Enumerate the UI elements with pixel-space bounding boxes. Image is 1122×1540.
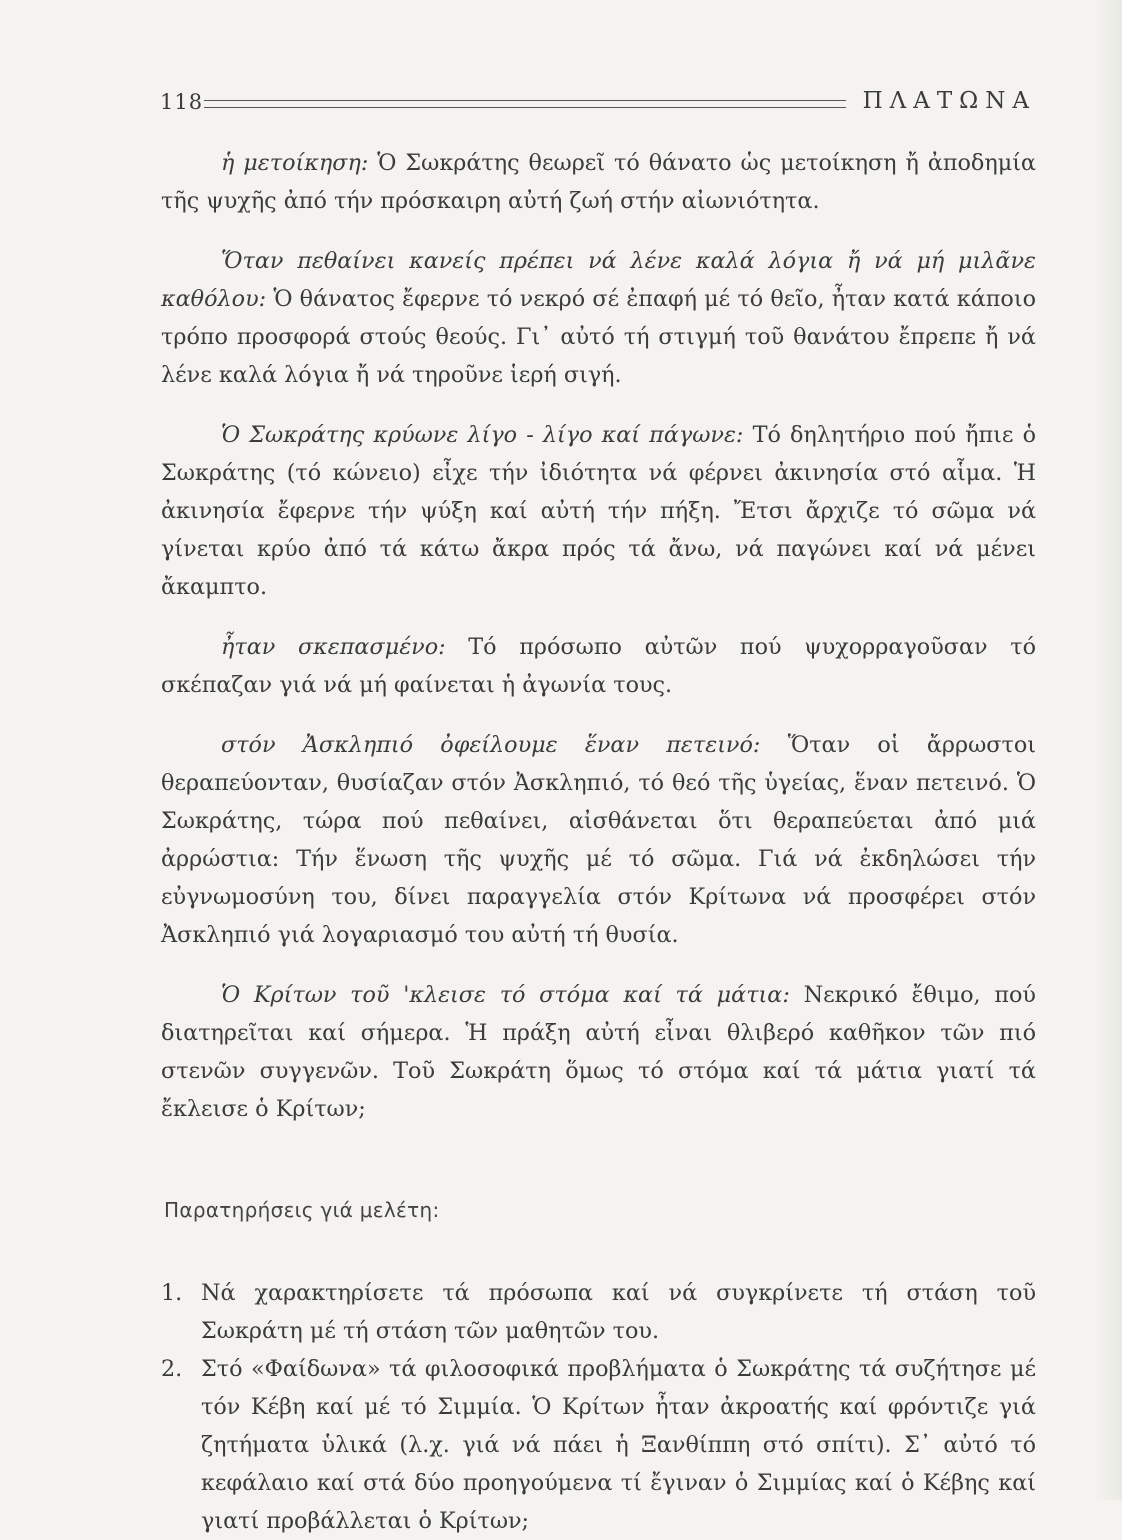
note-text: Ὅταν οἱ ἄρρωστοι θεραπεύονταν, θυσίαζαν στόν Ἀσκληπιό, τό θεό τῆς ὑγείας, ἕναν πετεινό. Ὁ Σωκράτης, τώρα πού πεθαίνει, αἰσθάνεται ὅτι θεραπεύεται ἀπό μιά ἀρρώστια: Τήν ἕνωση τῆς ψυχῆς μέ τό σῶμα. Γιά νά ἐκδηλώσει τήν εὐγνωμοσύνη του, δίνει παραγγελία στόν Κρίτωνα νά προσφέρει στόν Ἀσκληπιό γιά λογαριασμό του αὐτή τή θυσία. xyxy=(161,732,1037,948)
note-text: Ὁ Σωκράτης θεωρεῖ τό θάνατο ὡς μετοίκηση ἤ ἀποδημία τῆς ψυχῆς ἀπό τήν πρόσκαιρη αὐτή ζωή στήν αἰωνιότητα. xyxy=(161,150,1036,214)
note-lemma: Ὁ Σωκράτης κρύωνε λίγο - λίγο καί πάγωνε: xyxy=(221,422,744,448)
study-question xyxy=(161,1350,1036,1540)
note-lemma: στόν Ἀσκληπιό ὀφείλουμε ἕναν πετεινό: xyxy=(221,732,761,758)
note-paragraph xyxy=(161,242,1036,394)
note-paragraph xyxy=(161,976,1036,1128)
section-spacer xyxy=(161,1150,1036,1198)
note-text: Τό δηλητήριο πού ἤπιε ὁ Σωκράτης (τό κώνειο) εἶχε τήν ἰδιότητα νά φέρνει ἀκινησία στό αἷμα. Ἡ ἀκινησία ἔφερνε τήν ψύξη καί αὐτή τήν πήξη. Ἔτσι ἄρχιζε τό σῶμα νά γίνεται κρύο ἀπό τά κάτω ἄκρα πρός τά ἄνω, νά παγώνει καί νά μένει ἄκαμπτο. xyxy=(161,422,1036,600)
running-header xyxy=(160,88,1036,122)
note-text: Τό πρόσωπο αὐτῶν πού ψυχορραγοῦσαν τό σκέπαζαν γιά νά μή φαίνεται ἡ ἀγωνία τους. xyxy=(161,634,1037,698)
page-number: 118 xyxy=(160,90,204,114)
commentary-body xyxy=(161,144,1036,1540)
header-double-rule xyxy=(204,100,846,108)
note-paragraph xyxy=(161,416,1036,606)
running-title: ΠΛΑΤΩΝΑ xyxy=(862,88,1036,114)
question-text: Νά χαρακτηρίσετε τά πρόσωπα καί νά συγκρίνετε τή στάση τοῦ Σωκράτη μέ τή στάση τῶν μαθητῶν του. xyxy=(201,1280,1036,1344)
note-lemma: ἦταν σκεπασμένο: xyxy=(221,634,446,660)
study-heading: Παρατηρήσεις γιά μελέτη: xyxy=(164,1198,440,1222)
note-text: Νεκρικό ἔθιμο, πού διατηρεῖται καί σήμερα. Ἡ πράξη αὐτή εἶναι θλιβερό καθῆκον τῶν πιό στενῶν συγγενῶν. Τοῦ Σωκράτη ὅμως τό στόμα καί τά μάτια γιατί τά ἔκλεισε ὁ Κρίτων; xyxy=(161,982,1036,1122)
note-paragraph xyxy=(161,628,1036,704)
note-paragraph xyxy=(161,144,1036,220)
question-number: 1. xyxy=(161,1280,183,1306)
note-paragraph xyxy=(161,726,1036,954)
question-text: Στό «Φαίδωνα» τά φιλοσοφικά προβλήματα ὁ Σωκράτης τά συζήτησε μέ τόν Κέβη καί μέ τό Σιμμία. Ὁ Κρίτων ἦταν ἀκροατής καί φρόντιζε γιά ζητήματα ὑλικά (λ.χ. γιά νά πάει ἡ Ξανθίππη στό σπίτι). Σ᾿ αὐτό τό κεφάλαιο καί στά δύο προηγούμενα τί ἔγιναν ὁ Σιμμίας καί ὁ Κέβης καί γιατί προβάλλεται ὁ Κρίτων; xyxy=(201,1356,1036,1534)
page-edge-shadow xyxy=(1096,0,1122,1500)
study-question xyxy=(161,1274,1036,1350)
question-number: 2. xyxy=(161,1356,183,1382)
note-lemma: Ὁ Κρίτων τοῦ 'κλεισε τό στόμα καί τά μάτια: xyxy=(221,982,790,1008)
note-lemma: Ὅταν πεθαίνει κανείς πρέπει νά λένε καλά λόγια ἤ νά μή μιλᾶνε καθόλου: xyxy=(161,248,1036,312)
note-text: Ὁ θάνατος ἔφερνε τό νεκρό σέ ἐπαφή μέ τό θεῖο, ἦταν κατά κάποιο τρόπο προσφορά στούς θεούς. Γι᾿ αὐτό τή στιγμή τοῦ θανάτου ἔπρεπε ἤ νά λένε καλά λόγια ἤ νά τηροῦνε ἱερή σιγή. xyxy=(161,286,1036,388)
note-lemma: ἡ μετοίκηση: xyxy=(221,150,369,176)
